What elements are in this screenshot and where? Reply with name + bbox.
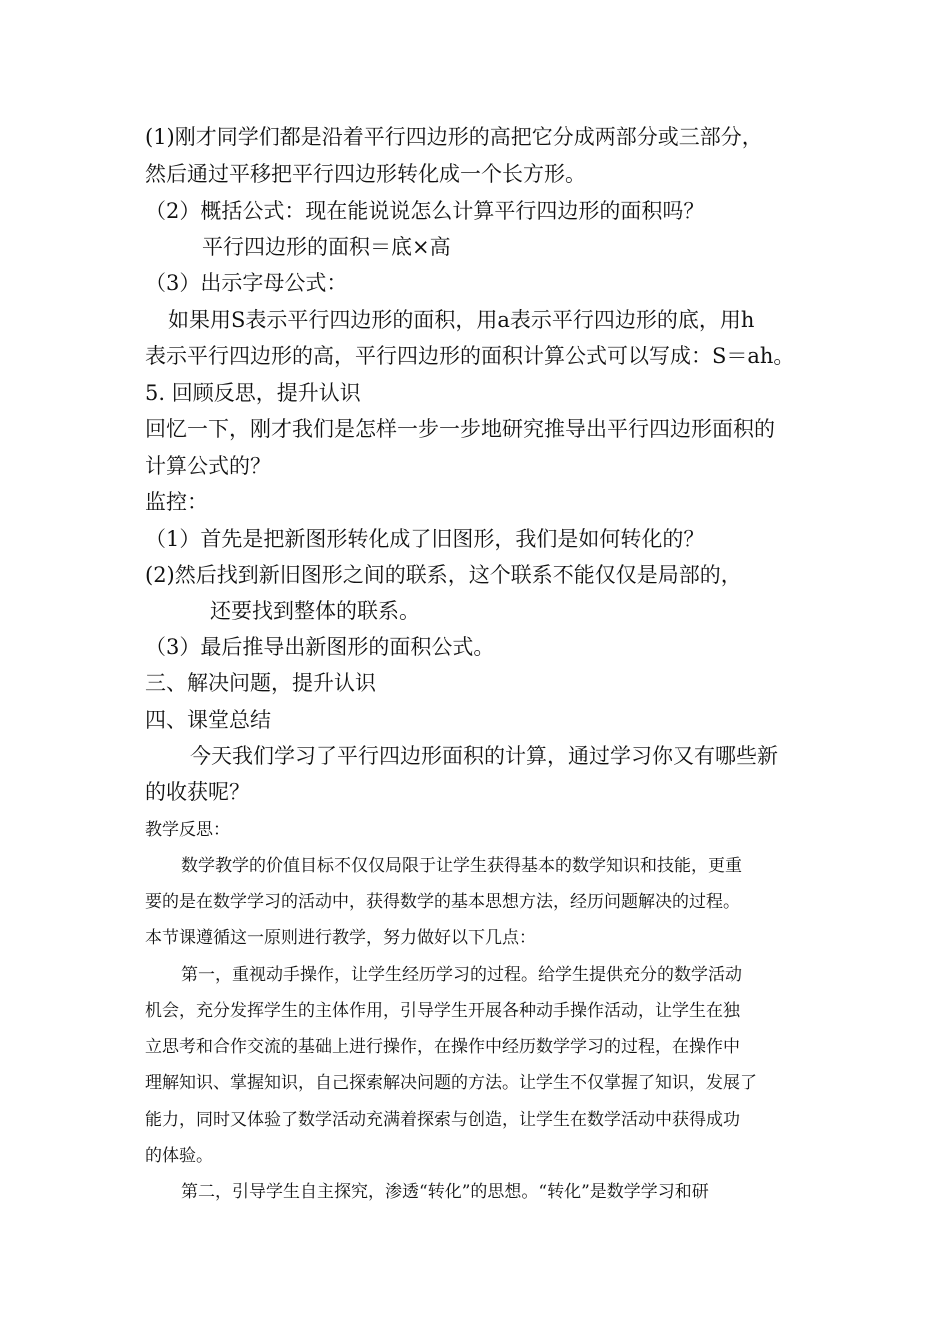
reflection-line: 立思考和合作交流的基础上进行操作，在操作中经历数学学习的过程，在操作中 bbox=[145, 1037, 740, 1057]
reflection-line: 机会，充分发挥学生的主体作用，引导学生开展各种动手操作活动，让学生在独 bbox=[145, 1001, 740, 1021]
text-line: （3）出示字母公式： bbox=[145, 271, 348, 295]
formula-line: 平行四边形的面积＝底×高 bbox=[202, 235, 451, 259]
reflection-line: 能力，同时又体验了数学活动充满着探索与创造，让学生在数学活动中获得成功 bbox=[145, 1110, 740, 1130]
section-heading: 5. 回顾反思，提升认识 bbox=[145, 381, 361, 405]
text-line: (1)刚才同学们都是沿着平行四边形的高把它分成两部分或三部分， bbox=[145, 125, 763, 149]
text-line: 表示平行四边形的高，平行四边形的面积计算公式可以写成：S＝ah。 bbox=[145, 344, 795, 368]
section-heading: 三、解决问题，提升认识 bbox=[145, 671, 376, 695]
text-line: 的收获呢？ bbox=[145, 780, 250, 804]
text-line: 还要找到整体的联系。 bbox=[210, 599, 420, 623]
reflection-title: 教学反思： bbox=[145, 820, 230, 840]
reflection-line: 数学教学的价值目标不仅仅局限于让学生获得基本的数学知识和技能，更重 bbox=[181, 856, 742, 876]
reflection-line: 的体验。 bbox=[145, 1146, 213, 1166]
text-line: 计算公式的？ bbox=[145, 454, 271, 478]
reflection-line: 要的是在数学学习的活动中，获得数学的基本思想方法，经历问题解决的过程。 bbox=[145, 892, 740, 912]
text-line: (2)然后找到新旧图形之间的联系，这个联系不能仅仅是局部的， bbox=[145, 563, 742, 587]
section-heading: 四、课堂总结 bbox=[145, 708, 271, 732]
text-line: 回忆一下，刚才我们是怎样一步一步地研究推导出平行四边形面积的 bbox=[145, 417, 775, 441]
text-line: 然后通过平移把平行四边形转化成一个长方形。 bbox=[145, 162, 586, 186]
reflection-line: 第二，引导学生自主探究，渗透“转化”的思想。“转化”是数学学习和研 bbox=[181, 1182, 709, 1202]
reflection-line: 理解知识、掌握知识，自己探索解决问题的方法。让学生不仅掌握了知识，发展了 bbox=[145, 1073, 757, 1093]
text-line: 今天我们学习了平行四边形面积的计算，通过学习你又有哪些新 bbox=[190, 744, 778, 768]
reflection-line: 第一，重视动手操作，让学生经历学习的过程。给学生提供充分的数学活动 bbox=[181, 965, 742, 985]
text-line: （3）最后推导出新图形的面积公式。 bbox=[145, 635, 495, 659]
text-line: （2）概括公式：现在能说说怎么计算平行四边形的面积吗？ bbox=[145, 199, 705, 223]
text-line: 监控： bbox=[145, 490, 208, 514]
reflection-line: 本节课遵循这一原则进行教学，努力做好以下几点： bbox=[145, 928, 536, 948]
text-line: 如果用S表示平行四边形的面积，用a表示平行四边形的底，用h bbox=[168, 308, 755, 332]
text-line: （1）首先是把新图形转化成了旧图形，我们是如何转化的？ bbox=[145, 527, 705, 551]
